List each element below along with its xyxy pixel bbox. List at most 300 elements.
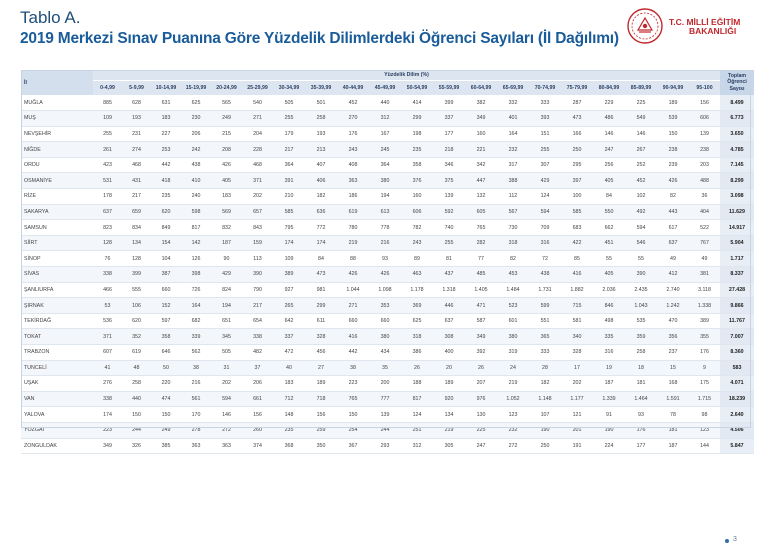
value-cell: 229 bbox=[593, 95, 625, 111]
value-cell: 150 bbox=[151, 407, 181, 423]
value-cell: 249 bbox=[151, 422, 181, 438]
value-cell: 201 bbox=[561, 422, 593, 438]
value-cell: 567 bbox=[497, 204, 529, 220]
value-cell: 636 bbox=[305, 204, 337, 220]
total-cell: 14.917 bbox=[720, 220, 754, 236]
value-cell: 555 bbox=[122, 282, 151, 298]
value-cell: 607 bbox=[93, 345, 122, 361]
value-cell: 422 bbox=[561, 235, 593, 251]
value-cell: 181 bbox=[625, 376, 657, 392]
value-cell: 250 bbox=[529, 438, 561, 454]
value-cell: 740 bbox=[433, 220, 465, 236]
value-cell: 726 bbox=[181, 282, 211, 298]
value-cell: 164 bbox=[497, 126, 529, 142]
value-cell: 48 bbox=[122, 360, 151, 376]
value-cell: 492 bbox=[625, 204, 657, 220]
value-cell: 380 bbox=[497, 329, 529, 345]
table-row bbox=[21, 220, 754, 236]
value-cell: 213 bbox=[305, 142, 337, 158]
value-cell: 338 bbox=[93, 267, 122, 283]
total-cell: 1.717 bbox=[720, 251, 754, 267]
value-cell: 190 bbox=[529, 422, 561, 438]
value-cell: 139 bbox=[433, 189, 465, 205]
table-caption: Tablo A. bbox=[20, 8, 81, 27]
value-cell: 365 bbox=[529, 329, 561, 345]
value-cell: 488 bbox=[689, 173, 720, 189]
value-cell: 128 bbox=[122, 251, 151, 267]
value-cell: 217 bbox=[242, 298, 273, 314]
value-cell: 208 bbox=[211, 142, 242, 158]
value-cell: 339 bbox=[181, 329, 211, 345]
percentile-column-header: 95-100 bbox=[689, 81, 720, 96]
value-cell: 551 bbox=[529, 313, 561, 329]
value-cell: 651 bbox=[211, 313, 242, 329]
value-cell: 244 bbox=[369, 422, 401, 438]
province-name-cell: TUNCELİ bbox=[21, 360, 93, 376]
value-cell: 72 bbox=[529, 251, 561, 267]
value-cell: 148 bbox=[273, 407, 305, 423]
value-cell: 178 bbox=[93, 189, 122, 205]
value-cell: 287 bbox=[561, 95, 593, 111]
value-cell: 637 bbox=[93, 204, 122, 220]
value-cell: 134 bbox=[433, 407, 465, 423]
value-cell: 654 bbox=[242, 313, 273, 329]
value-cell: 249 bbox=[211, 111, 242, 127]
value-cell: 486 bbox=[593, 111, 625, 127]
value-cell: 592 bbox=[433, 204, 465, 220]
value-cell: 438 bbox=[181, 157, 211, 173]
value-cell: 247 bbox=[465, 438, 497, 454]
value-cell: 772 bbox=[305, 220, 337, 236]
value-cell: 93 bbox=[369, 251, 401, 267]
value-cell: 660 bbox=[337, 313, 369, 329]
value-cell: 235 bbox=[273, 422, 305, 438]
value-cell: 368 bbox=[273, 438, 305, 454]
value-cell: 418 bbox=[151, 173, 181, 189]
value-cell: 219 bbox=[433, 422, 465, 438]
value-cell: 620 bbox=[122, 313, 151, 329]
value-cell: 594 bbox=[211, 391, 242, 407]
ministry-emblem-icon bbox=[625, 6, 665, 46]
province-name-cell: SİNOP bbox=[21, 251, 93, 267]
value-cell: 335 bbox=[593, 329, 625, 345]
value-cell: 188 bbox=[401, 376, 433, 392]
total-cell: 11.767 bbox=[720, 313, 754, 329]
value-cell: 89 bbox=[401, 251, 433, 267]
value-cell: 352 bbox=[122, 329, 151, 345]
value-cell: 594 bbox=[529, 204, 561, 220]
value-cell: 49 bbox=[657, 251, 689, 267]
total-cell: 4.785 bbox=[720, 142, 754, 158]
value-cell: 38 bbox=[337, 360, 369, 376]
table-row bbox=[21, 142, 754, 158]
value-cell: 218 bbox=[433, 142, 465, 158]
value-cell: 251 bbox=[401, 422, 433, 438]
value-cell: 375 bbox=[433, 173, 465, 189]
value-cell: 1.148 bbox=[529, 391, 561, 407]
value-cell: 295 bbox=[561, 157, 593, 173]
value-cell: 434 bbox=[369, 345, 401, 361]
value-cell: 272 bbox=[211, 422, 242, 438]
value-cell: 175 bbox=[689, 376, 720, 392]
value-cell: 139 bbox=[369, 407, 401, 423]
province-name-cell: ŞANLIURFA bbox=[21, 282, 93, 298]
value-cell: 3.118 bbox=[689, 282, 720, 298]
value-cell: 104 bbox=[151, 251, 181, 267]
value-cell: 456 bbox=[305, 345, 337, 361]
value-cell: 1.484 bbox=[497, 282, 529, 298]
value-cell: 587 bbox=[465, 313, 497, 329]
value-cell: 397 bbox=[561, 173, 593, 189]
value-cell: 223 bbox=[337, 376, 369, 392]
value-cell: 219 bbox=[337, 235, 369, 251]
value-cell: 414 bbox=[401, 95, 433, 111]
value-cell: 318 bbox=[401, 329, 433, 345]
value-cell: 406 bbox=[305, 173, 337, 189]
value-cell: 1.177 bbox=[561, 391, 593, 407]
value-cell: 505 bbox=[273, 95, 305, 111]
value-cell: 232 bbox=[497, 422, 529, 438]
value-cell: 1.043 bbox=[625, 298, 657, 314]
value-cell: 349 bbox=[93, 438, 122, 454]
value-cell: 429 bbox=[529, 173, 561, 189]
value-cell: 376 bbox=[401, 173, 433, 189]
value-cell: 328 bbox=[305, 329, 337, 345]
value-cell: 36 bbox=[689, 189, 720, 205]
total-cell: 18.239 bbox=[720, 391, 754, 407]
value-cell: 167 bbox=[369, 126, 401, 142]
value-cell: 128 bbox=[93, 235, 122, 251]
value-cell: 88 bbox=[337, 251, 369, 267]
value-cell: 846 bbox=[593, 298, 625, 314]
value-cell: 256 bbox=[593, 157, 625, 173]
value-cell: 333 bbox=[529, 95, 561, 111]
student-count-table bbox=[21, 70, 754, 454]
value-cell: 452 bbox=[337, 95, 369, 111]
percentile-column-header: 45-49,99 bbox=[369, 81, 401, 96]
value-cell: 270 bbox=[337, 111, 369, 127]
value-cell: 401 bbox=[497, 111, 529, 127]
province-name-cell: TEKİRDAĞ bbox=[21, 313, 93, 329]
total-cell: 9.866 bbox=[720, 298, 754, 314]
value-cell: 90 bbox=[211, 251, 242, 267]
value-cell: 227 bbox=[151, 126, 181, 142]
value-cell: 223 bbox=[93, 422, 122, 438]
value-cell: 154 bbox=[151, 235, 181, 251]
value-cell: 194 bbox=[211, 298, 242, 314]
value-cell: 617 bbox=[657, 220, 689, 236]
percentile-column-header: 70-74,99 bbox=[529, 81, 561, 96]
value-cell: 824 bbox=[211, 282, 242, 298]
province-name-cell: MUŞ bbox=[21, 111, 93, 127]
province-name-cell: SİVAS bbox=[21, 267, 93, 283]
value-cell: 299 bbox=[401, 111, 433, 127]
value-cell: 438 bbox=[529, 267, 561, 283]
value-cell: 625 bbox=[401, 313, 433, 329]
value-cell: 243 bbox=[401, 235, 433, 251]
value-cell: 98 bbox=[689, 407, 720, 423]
value-cell: 210 bbox=[273, 189, 305, 205]
value-cell: 176 bbox=[625, 422, 657, 438]
value-cell: 657 bbox=[242, 204, 273, 220]
value-cell: 255 bbox=[433, 235, 465, 251]
value-cell: 2.740 bbox=[657, 282, 689, 298]
value-cell: 561 bbox=[181, 391, 211, 407]
value-cell: 380 bbox=[369, 173, 401, 189]
table-row bbox=[21, 111, 754, 127]
value-cell: 312 bbox=[401, 438, 433, 454]
value-cell: 473 bbox=[305, 267, 337, 283]
page-indicator-dot bbox=[725, 539, 729, 543]
value-cell: 976 bbox=[465, 391, 497, 407]
value-cell: 109 bbox=[93, 111, 122, 127]
value-cell: 237 bbox=[657, 345, 689, 361]
value-cell: 407 bbox=[305, 157, 337, 173]
province-name-cell: MUĞLA bbox=[21, 95, 93, 111]
value-cell: 353 bbox=[369, 298, 401, 314]
value-cell: 482 bbox=[242, 345, 273, 361]
value-cell: 381 bbox=[689, 267, 720, 283]
value-cell: 252 bbox=[625, 157, 657, 173]
value-cell: 150 bbox=[657, 126, 689, 142]
value-cell: 405 bbox=[211, 173, 242, 189]
value-cell: 189 bbox=[433, 376, 465, 392]
value-cell: 24 bbox=[497, 360, 529, 376]
value-cell: 31 bbox=[211, 360, 242, 376]
value-cell: 77 bbox=[465, 251, 497, 267]
value-cell: 217 bbox=[122, 189, 151, 205]
value-cell: 113 bbox=[242, 251, 273, 267]
value-cell: 53 bbox=[93, 298, 122, 314]
value-cell: 631 bbox=[151, 95, 181, 111]
value-cell: 55 bbox=[593, 251, 625, 267]
value-cell: 189 bbox=[657, 95, 689, 111]
value-cell: 174 bbox=[93, 407, 122, 423]
value-cell: 385 bbox=[151, 438, 181, 454]
value-cell: 206 bbox=[181, 126, 211, 142]
table-row bbox=[21, 360, 754, 376]
value-cell: 146 bbox=[211, 407, 242, 423]
province-name-cell: SİİRT bbox=[21, 235, 93, 251]
percentile-column-header: 85-89,99 bbox=[625, 81, 657, 96]
student-count-table-container bbox=[21, 70, 750, 454]
value-cell: 332 bbox=[497, 95, 529, 111]
value-cell: 611 bbox=[305, 313, 337, 329]
value-cell: 250 bbox=[561, 142, 593, 158]
value-cell: 81 bbox=[433, 251, 465, 267]
value-cell: 146 bbox=[625, 126, 657, 142]
value-cell: 597 bbox=[151, 313, 181, 329]
value-cell: 625 bbox=[181, 95, 211, 111]
value-cell: 683 bbox=[561, 220, 593, 236]
value-cell: 272 bbox=[497, 438, 529, 454]
value-cell: 1.338 bbox=[689, 298, 720, 314]
value-cell: 594 bbox=[625, 220, 657, 236]
value-cell: 468 bbox=[122, 157, 151, 173]
value-cell: 260 bbox=[242, 422, 273, 438]
value-cell: 1.052 bbox=[497, 391, 529, 407]
total-cell: 5.904 bbox=[720, 235, 754, 251]
value-cell: 981 bbox=[305, 282, 337, 298]
value-cell: 152 bbox=[151, 298, 181, 314]
value-cell: 26 bbox=[401, 360, 433, 376]
value-cell: 442 bbox=[337, 345, 369, 361]
province-name-cell: TRABZON bbox=[21, 345, 93, 361]
value-cell: 472 bbox=[273, 345, 305, 361]
value-cell: 177 bbox=[625, 438, 657, 454]
value-cell: 326 bbox=[122, 438, 151, 454]
value-cell: 660 bbox=[151, 282, 181, 298]
value-cell: 1.731 bbox=[529, 282, 561, 298]
value-cell: 176 bbox=[337, 126, 369, 142]
value-cell: 463 bbox=[401, 267, 433, 283]
value-cell: 442 bbox=[151, 157, 181, 173]
value-cell: 261 bbox=[93, 142, 122, 158]
value-cell: 730 bbox=[497, 220, 529, 236]
value-cell: 299 bbox=[305, 298, 337, 314]
value-cell: 1.098 bbox=[369, 282, 401, 298]
value-cell: 182 bbox=[305, 189, 337, 205]
value-cell: 164 bbox=[181, 298, 211, 314]
value-cell: 146 bbox=[593, 126, 625, 142]
value-cell: 181 bbox=[657, 422, 689, 438]
value-cell: 535 bbox=[625, 313, 657, 329]
value-cell: 390 bbox=[625, 267, 657, 283]
value-cell: 546 bbox=[625, 235, 657, 251]
table-row bbox=[21, 157, 754, 173]
value-cell: 620 bbox=[151, 204, 181, 220]
value-cell: 473 bbox=[561, 111, 593, 127]
table-row bbox=[21, 204, 754, 220]
value-cell: 190 bbox=[593, 422, 625, 438]
value-cell: 389 bbox=[689, 313, 720, 329]
value-cell: 637 bbox=[433, 313, 465, 329]
value-cell: 359 bbox=[625, 329, 657, 345]
table-row bbox=[21, 173, 754, 189]
total-cell: 3.650 bbox=[720, 126, 754, 142]
total-cell: 7.145 bbox=[720, 157, 754, 173]
value-cell: 369 bbox=[401, 298, 433, 314]
value-cell: 193 bbox=[305, 126, 337, 142]
value-cell: 1.339 bbox=[593, 391, 625, 407]
value-cell: 404 bbox=[689, 204, 720, 220]
value-cell: 258 bbox=[625, 345, 657, 361]
value-cell: 239 bbox=[657, 157, 689, 173]
table-row bbox=[21, 251, 754, 267]
value-cell: 374 bbox=[242, 438, 273, 454]
value-cell: 452 bbox=[625, 173, 657, 189]
value-cell: 156 bbox=[689, 95, 720, 111]
value-cell: 150 bbox=[337, 407, 369, 423]
value-cell: 49 bbox=[689, 251, 720, 267]
value-cell: 601 bbox=[497, 313, 529, 329]
value-cell: 522 bbox=[689, 220, 720, 236]
value-cell: 276 bbox=[93, 376, 122, 392]
table-row bbox=[21, 422, 754, 438]
value-cell: 637 bbox=[657, 235, 689, 251]
value-cell: 130 bbox=[465, 407, 497, 423]
value-cell: 134 bbox=[122, 235, 151, 251]
value-cell: 1.044 bbox=[337, 282, 369, 298]
value-cell: 312 bbox=[369, 111, 401, 127]
value-cell: 123 bbox=[689, 422, 720, 438]
value-cell: 20 bbox=[433, 360, 465, 376]
value-cell: 255 bbox=[93, 126, 122, 142]
value-cell: 255 bbox=[273, 111, 305, 127]
value-cell: 78 bbox=[657, 407, 689, 423]
value-cell: 193 bbox=[122, 111, 151, 127]
value-cell: 243 bbox=[337, 142, 369, 158]
value-cell: 340 bbox=[561, 329, 593, 345]
value-cell: 885 bbox=[93, 95, 122, 111]
value-cell: 661 bbox=[242, 391, 273, 407]
value-cell: 244 bbox=[122, 422, 151, 438]
percentile-column-header: 10-14,99 bbox=[151, 81, 181, 96]
value-cell: 536 bbox=[93, 313, 122, 329]
province-name-cell: TOKAT bbox=[21, 329, 93, 345]
value-cell: 84 bbox=[305, 251, 337, 267]
percentile-column-header: 65-69,99 bbox=[497, 81, 529, 96]
value-cell: 38 bbox=[181, 360, 211, 376]
value-cell: 183 bbox=[151, 111, 181, 127]
value-cell: 832 bbox=[211, 220, 242, 236]
value-cell: 585 bbox=[273, 204, 305, 220]
value-cell: 28 bbox=[529, 360, 561, 376]
value-cell: 453 bbox=[497, 267, 529, 283]
value-cell: 355 bbox=[689, 329, 720, 345]
value-cell: 468 bbox=[242, 157, 273, 173]
percentile-column-header: 5-9,99 bbox=[122, 81, 151, 96]
value-cell: 150 bbox=[122, 407, 151, 423]
value-cell: 349 bbox=[465, 111, 497, 127]
value-cell: 1.464 bbox=[625, 391, 657, 407]
value-cell: 26 bbox=[465, 360, 497, 376]
value-cell: 345 bbox=[211, 329, 242, 345]
value-cell: 817 bbox=[181, 220, 211, 236]
province-name-cell: SAMSUN bbox=[21, 220, 93, 236]
value-cell: 156 bbox=[305, 407, 337, 423]
value-cell: 189 bbox=[305, 376, 337, 392]
value-cell: 400 bbox=[433, 345, 465, 361]
value-cell: 18 bbox=[625, 360, 657, 376]
value-cell: 398 bbox=[181, 267, 211, 283]
value-cell: 619 bbox=[337, 204, 369, 220]
value-cell: 585 bbox=[561, 204, 593, 220]
value-cell: 182 bbox=[529, 376, 561, 392]
percentile-column-header: 40-44,99 bbox=[337, 81, 369, 96]
value-cell: 2.036 bbox=[593, 282, 625, 298]
value-cell: 408 bbox=[337, 157, 369, 173]
value-cell: 207 bbox=[465, 376, 497, 392]
value-cell: 501 bbox=[305, 95, 337, 111]
value-cell: 485 bbox=[465, 267, 497, 283]
value-cell: 202 bbox=[211, 376, 242, 392]
value-cell: 84 bbox=[593, 189, 625, 205]
value-cell: 100 bbox=[561, 189, 593, 205]
value-cell: 843 bbox=[242, 220, 273, 236]
percentile-column-header: 60-64,99 bbox=[465, 81, 497, 96]
value-cell: 217 bbox=[273, 142, 305, 158]
percentile-column-header: 15-19,99 bbox=[181, 81, 211, 96]
value-cell: 187 bbox=[211, 235, 242, 251]
province-name-cell: OSMANİYE bbox=[21, 173, 93, 189]
value-cell: 446 bbox=[433, 298, 465, 314]
value-cell: 416 bbox=[561, 267, 593, 283]
value-cell: 204 bbox=[242, 126, 273, 142]
value-cell: 259 bbox=[305, 422, 337, 438]
value-cell: 9 bbox=[689, 360, 720, 376]
percentile-column-header: 55-59,99 bbox=[433, 81, 465, 96]
